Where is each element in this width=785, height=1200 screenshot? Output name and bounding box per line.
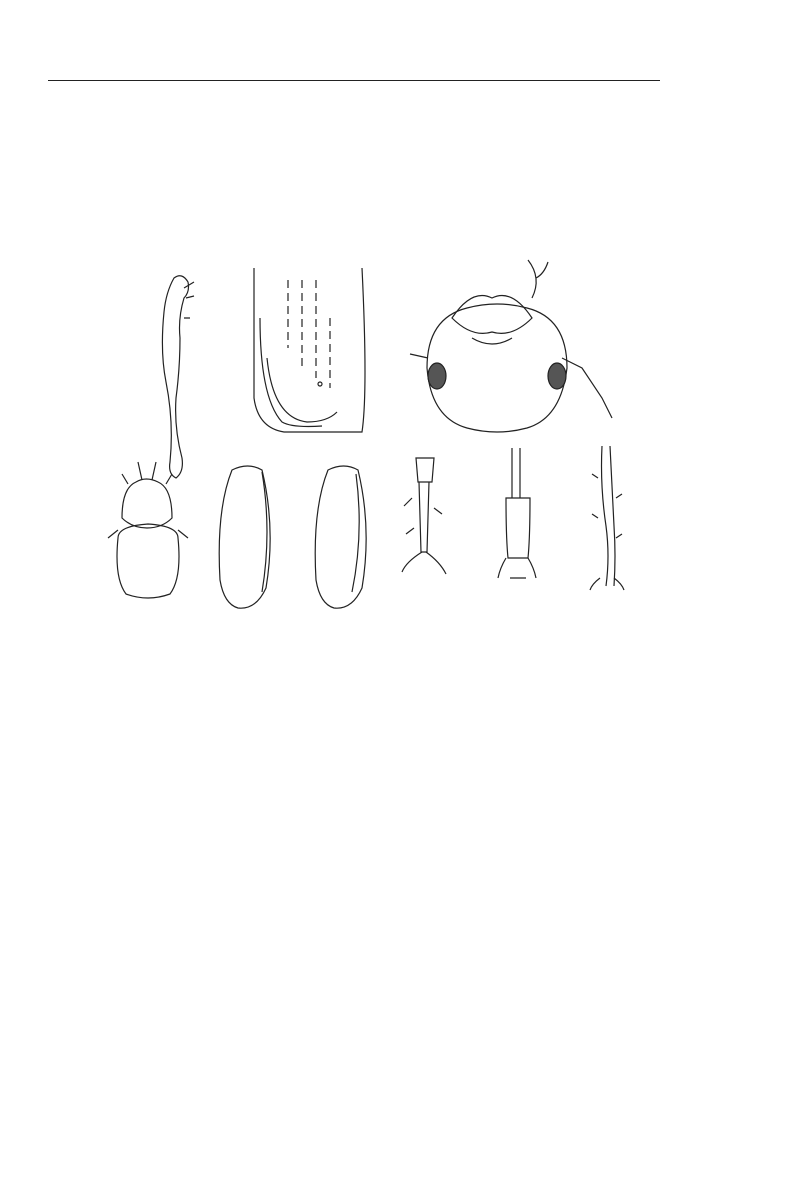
illustration-2-elytra-apex	[254, 268, 365, 432]
illustration-4-head-pronotum	[108, 462, 188, 598]
illustration-1-tibia	[162, 276, 194, 478]
page-footer	[92, 1096, 104, 1111]
illustration-8-tarsus	[498, 448, 536, 578]
illustration-6-elytron	[315, 466, 366, 608]
page-header	[48, 54, 660, 74]
header-rule	[48, 80, 660, 81]
illustration-5-elytron	[219, 466, 270, 608]
illustration-7-tarsus	[402, 458, 446, 574]
illustration-9-tarsus	[590, 446, 624, 590]
figure-illustrations	[92, 258, 652, 618]
figure-18	[92, 258, 652, 618]
illustration-3-head	[410, 260, 612, 432]
